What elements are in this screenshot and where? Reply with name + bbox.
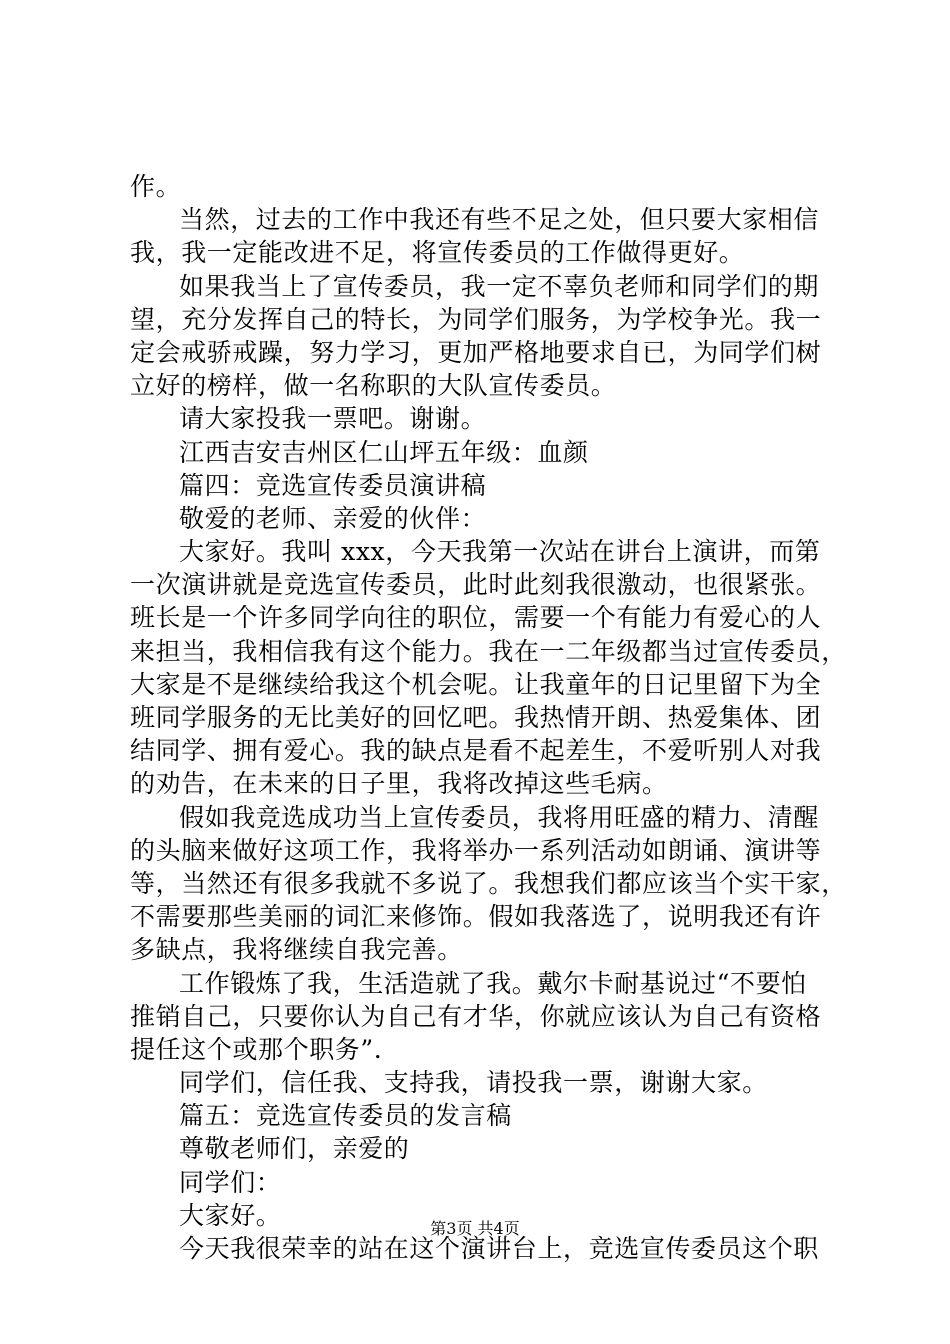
text-line: 如果我当上了宣传委员，我一定不辜负老师和同学们的期 — [179, 271, 820, 301]
text-line: 立好的榜样，做一名称职的大队宣传委员。 — [130, 371, 617, 401]
text-line: 多缺点，我将继续自我完善。 — [130, 935, 463, 965]
text-line: 推销自己，只要你认为自己有才华，你就应该认为自己有资格 — [130, 1001, 822, 1031]
text-line: 定会戒骄戒躁，努力学习，更加严格地要求自已，为同学们树 — [130, 337, 822, 367]
text-line: 篇五：竞选宣传委员的发言稿 — [179, 1101, 512, 1131]
text-line: 假如我竞选成功当上宣传委员，我将用旺盛的精力、清醒 — [179, 802, 820, 832]
text-line: 尊敬老师们，亲爱的 — [179, 1134, 410, 1164]
text-line: 今天我很荣幸的站在这个演讲台上，竞选宣传委员这个职 — [179, 1234, 820, 1263]
text-line: 江西吉安吉州区仁山坪五年级：血颜 — [179, 437, 589, 467]
text-line: 当然，过去的工作中我还有些不足之处，但只要大家相信 — [179, 205, 820, 235]
text-line: 结同学、拥有爱心。我的缺点是看不起差生，不爱听别人对我 — [130, 736, 822, 766]
text-line: 不需要那些美丽的词汇来修饰。假如我落选了，说明我还有许 — [130, 902, 822, 932]
text-line: 来担当，我相信我有这个能力。我在一二年级都当过宣传委员， — [130, 636, 847, 666]
text-line: 同学们： — [179, 1167, 282, 1197]
document-body — [130, 170, 847, 1265]
text-line: 同学们，信任我、支持我，请投我一票，谢谢大家。 — [179, 1068, 768, 1098]
text-line: 的头脑来做好这项工作，我将举办一系列活动如朗诵、演讲等 — [130, 835, 822, 865]
text-line: 工作锻炼了我，生活造就了我。戴尔卡耐基说过“不要怕 — [179, 968, 807, 998]
text-line: 大家好。 — [179, 1200, 282, 1230]
text-line: 一次演讲就是竞选宣传委员，此时此刻我很激动，也很紧张。 — [130, 570, 822, 600]
text-line: 大家是不是继续给我这个机会呢。让我童年的日记里留下为全 — [130, 669, 822, 699]
text-line: 班同学服务的无比美好的回忆吧。我热情开朗、热爱集体、团 — [130, 703, 822, 732]
text-line: 大家好。我叫 xxx，今天我第一次站在讲台上演讲，而第 — [179, 537, 821, 567]
text-line: 我，我一定能改进不足，将宣传委员的工作做得更好。 — [130, 238, 745, 268]
text-line: 篇四：竞选宣传委员演讲稿 — [179, 470, 487, 500]
text-line: 班长是一个许多同学向往的职位，需要一个有能力有爱心的人 — [130, 603, 822, 633]
text-line: 等，当然还有很多我就不多说了。我想我们都应该当个实干家， — [130, 868, 847, 898]
text-line: 提任这个或那个职务”. — [130, 1034, 383, 1064]
text-line: 望，充分发挥自己的特长，为同学们服务，为学校争光。我一 — [130, 304, 822, 334]
text-line: 敬爱的老师、亲爱的伙伴： — [179, 503, 487, 533]
page-footer: 第3页 共4页 — [430, 1219, 520, 1238]
text-line: 的劝告，在未来的日子里，我将改掉这些毛病。 — [130, 769, 668, 799]
text-line: 请大家投我一票吧。谢谢。 — [179, 404, 487, 434]
text-line: 作。 — [130, 172, 182, 201]
